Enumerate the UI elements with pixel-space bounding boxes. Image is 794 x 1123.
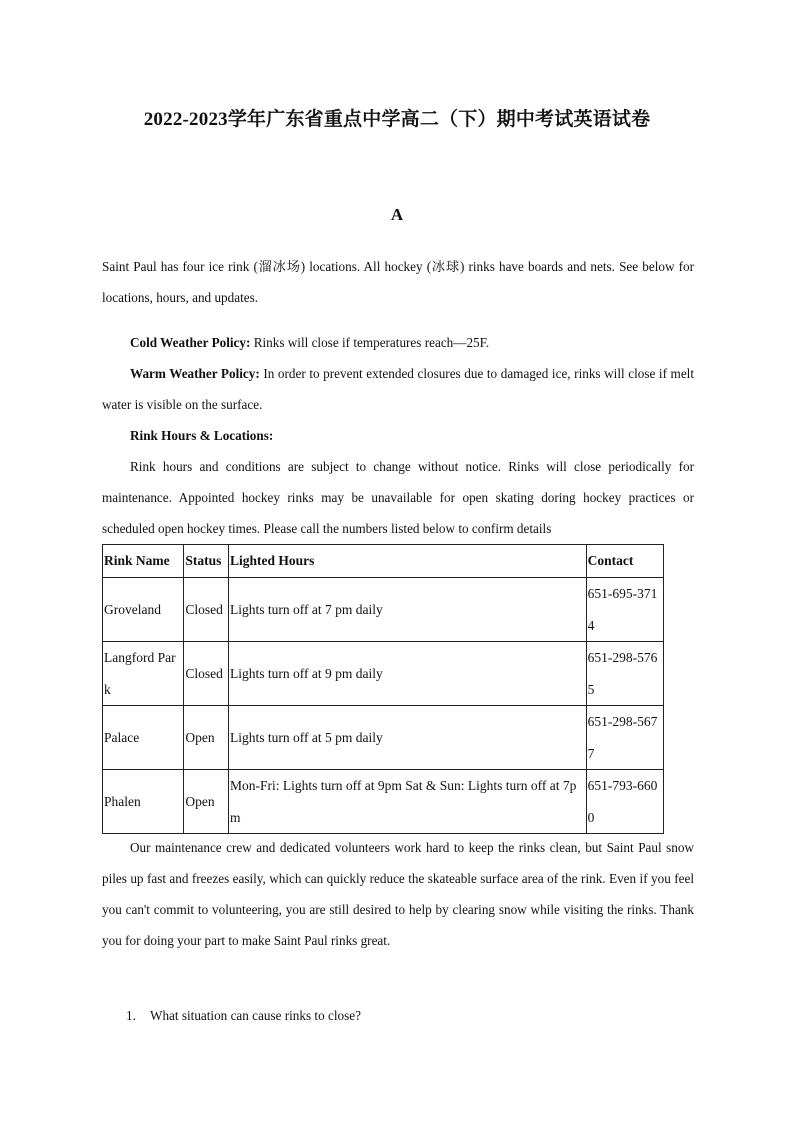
rink-name-cell: Langford Park — [103, 642, 184, 706]
table-row — [103, 642, 664, 706]
header-rink-name: Rink Name — [103, 545, 184, 578]
page-title: 2022-2023学年广东省重点中学高二（下）期中考试英语试卷 — [143, 109, 651, 130]
cold-policy-text: Rinks will close if temperatures reach—25F. — [250, 335, 490, 350]
contact-cell: 651-793-6600 — [586, 770, 663, 834]
table-row — [103, 770, 664, 834]
warm-policy-text: In order to prevent extended closures due to damaged ice, rinks will close if melt water is visible on the surface. — [102, 366, 694, 412]
lighted-hours-cell: Lights turn off at 9 pm daily — [229, 642, 587, 706]
intro-paragraph: Saint Paul has four ice rink (溜冰场) locations. All hockey (冰球) rinks have boards and nets. See below for locations, hours, and updates. — [102, 259, 694, 305]
question-number: 1. — [126, 1008, 136, 1023]
question-1 — [126, 1005, 361, 1027]
contact-cell: 651-298-5677 — [586, 706, 663, 770]
hours-heading: Rink Hours & Locations: — [130, 428, 274, 443]
header-lighted-hours: Lighted Hours — [229, 545, 587, 578]
lighted-hours-cell: Lights turn off at 7 pm daily — [229, 578, 587, 642]
rink-name-cell: Phalen — [103, 770, 184, 834]
rink-name-cell: Palace — [103, 706, 184, 770]
status-cell: Closed — [184, 642, 229, 706]
status-cell: Open — [184, 770, 229, 834]
lighted-hours-cell: Lights turn off at 5 pm daily — [229, 706, 587, 770]
warm-policy-paragraph — [102, 358, 694, 420]
header-status: Status — [184, 545, 229, 578]
table-row — [103, 578, 664, 642]
warm-policy-label: Warm Weather Policy: — [130, 366, 260, 381]
hours-paragraph: Rink hours and conditions are subject to change without notice. Rinks will close periodically for maintenance. Appointed hockey rinks may be unavailable for open skating doring hockey practices or scheduled open hockey times. Please call the numbers listed below to confirm details — [102, 459, 694, 536]
closing-paragraph: Our maintenance crew and dedicated volunteers work hard to keep the rinks clean, but Saint Paul snow piles up fast and freezes easily, which can quickly reduce the skateable surface area of the rink. Even if you feel you can't commit to volunteering, you are still desired to help by clearing snow while visiting the rinks. Thank you for doing your part to make Saint Paul rinks great. — [102, 840, 694, 948]
rink-name-cell: Groveland — [103, 578, 184, 642]
table-header-row — [103, 545, 664, 578]
section-heading: A — [390, 205, 404, 224]
cold-policy-label: Cold Weather Policy: — [130, 335, 251, 350]
status-cell: Open — [184, 706, 229, 770]
question-text: What situation can cause rinks to close? — [150, 1008, 361, 1023]
header-contact: Contact — [586, 545, 663, 578]
rink-table — [102, 544, 664, 834]
lighted-hours-cell: Mon-Fri: Lights turn off at 9pm Sat & Sun: Lights turn off at 7pm — [229, 770, 587, 834]
table-row — [103, 706, 664, 770]
status-cell: Closed — [184, 578, 229, 642]
contact-cell: 651-695-3714 — [586, 578, 663, 642]
contact-cell: 651-298-5765 — [586, 642, 663, 706]
cold-policy-paragraph — [102, 327, 694, 358]
